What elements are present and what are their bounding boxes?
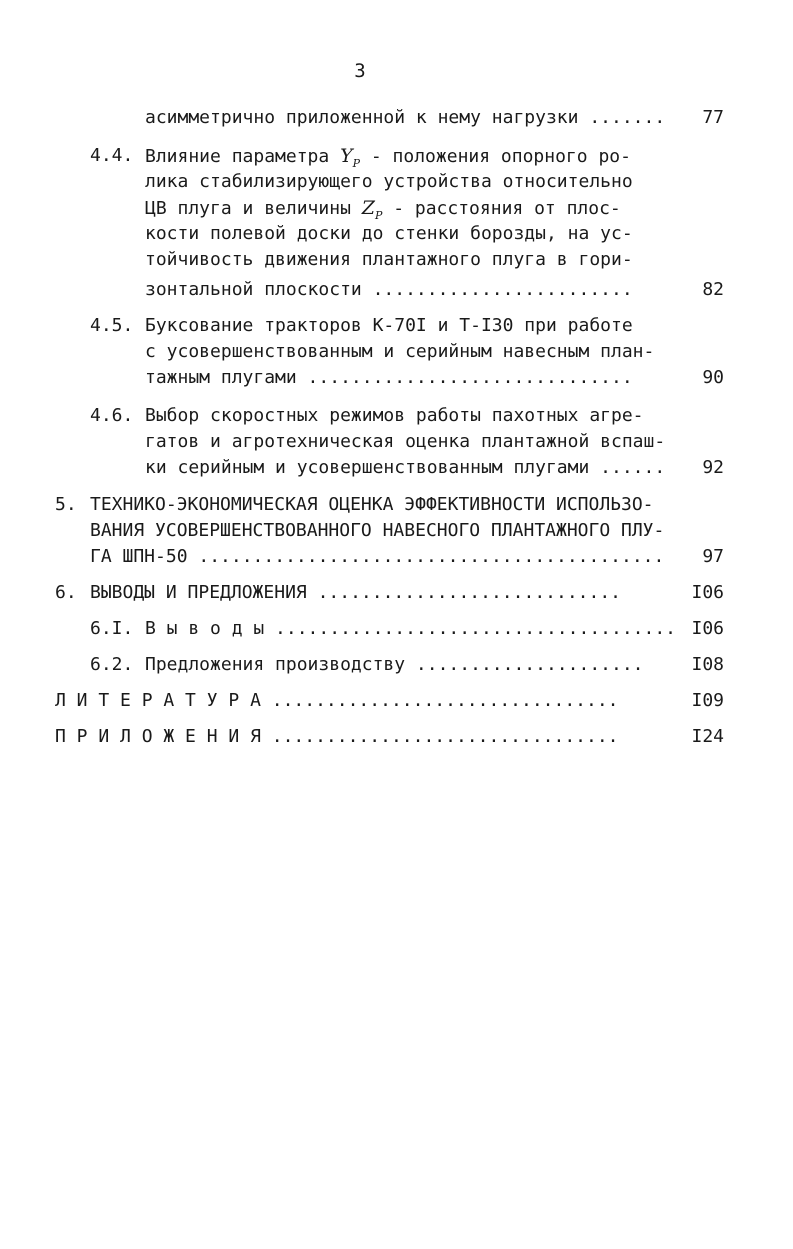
toc-entry-line: Влияние параметра $Y_P$ - положения опорного ро- <box>145 145 631 170</box>
toc-entry-line: асимметрично приложенной к нему нагрузки ....... <box>145 107 666 128</box>
toc-page-number: 82 <box>702 279 724 300</box>
toc-entry-line: тойчивость движения плантажного плуга в гори- <box>145 249 633 270</box>
toc-page-number: I09 <box>691 690 724 711</box>
toc-section-number: 5. <box>55 494 77 515</box>
toc-page-number: I06 <box>691 582 724 603</box>
toc-entry-line: Предложения производству ..................... <box>145 654 644 675</box>
toc-page-number: I06 <box>691 618 724 639</box>
toc-page-number: 77 <box>702 107 724 128</box>
toc-entry-line: с усовершенствованным и серийным навесным план- <box>145 341 655 362</box>
toc-entry-line: зонтальной плоскости ........................ <box>145 279 633 300</box>
toc-entry-line: гатов и агротехническая оценка плантажной вспаш- <box>145 431 666 452</box>
toc-section-number: 4.5. <box>90 315 134 336</box>
toc-entry-line: кости полевой доски до стенки борозды, на ус- <box>145 223 633 244</box>
toc-entry-line: Л И Т Е Р А Т У Р А ................................ <box>55 690 619 711</box>
toc-entry-line: ГА ШПН-50 ........................................... <box>90 546 665 567</box>
toc-page-number: 90 <box>702 367 724 388</box>
toc-entry-line: Буксование тракторов К-70I и Т-I30 при работе <box>145 315 633 336</box>
toc-section-number: 4.4. <box>90 145 134 166</box>
toc-page-number: I08 <box>691 654 724 675</box>
toc-page-number: 92 <box>702 457 724 478</box>
math-variable: $Z_P$ <box>361 197 383 222</box>
toc-entry-line: ВАНИЯ УСОВЕРШЕНСТВОВАННОГО НАВЕСНОГО ПЛАНТАЖНОГО ПЛУ- <box>90 520 665 541</box>
toc-section-number: 6. <box>55 582 77 603</box>
toc-section-number: 4.6. <box>90 405 134 426</box>
toc-page-number: I24 <box>691 726 724 747</box>
toc-section-number: 6.I. <box>90 618 134 639</box>
page-number: 3 <box>354 60 366 82</box>
toc-entry-line: ЦВ плуга и величины $Z_P$ - расстояния от плос- <box>145 197 621 222</box>
toc-entry-line: лика стабилизирующего устройства относительно <box>145 171 633 192</box>
toc-entry-line: Выбор скоростных режимов работы пахотных агре- <box>145 405 644 426</box>
toc-entry-line: ки серийным и усовершенствованным плугами ...... <box>145 457 666 478</box>
toc-entry-line: ТЕХНИКО-ЭКОНОМИЧЕСКАЯ ОЦЕНКА ЭФФЕКТИВНОСТИ ИСПОЛЬЗО- <box>90 494 654 515</box>
toc-entry-line: П Р И Л О Ж Е Н И Я ................................ <box>55 726 619 747</box>
math-variable: $Y_P$ <box>340 145 361 170</box>
toc-page-number: 97 <box>702 546 724 567</box>
toc-entry-line: тажным плугами .............................. <box>145 367 633 388</box>
toc-entry-line: В ы в о д ы ..................................... <box>145 618 677 639</box>
toc-entry-line: ВЫВОДЫ И ПРЕДЛОЖЕНИЯ ............................ <box>90 582 622 603</box>
toc-section-number: 6.2. <box>90 654 134 675</box>
